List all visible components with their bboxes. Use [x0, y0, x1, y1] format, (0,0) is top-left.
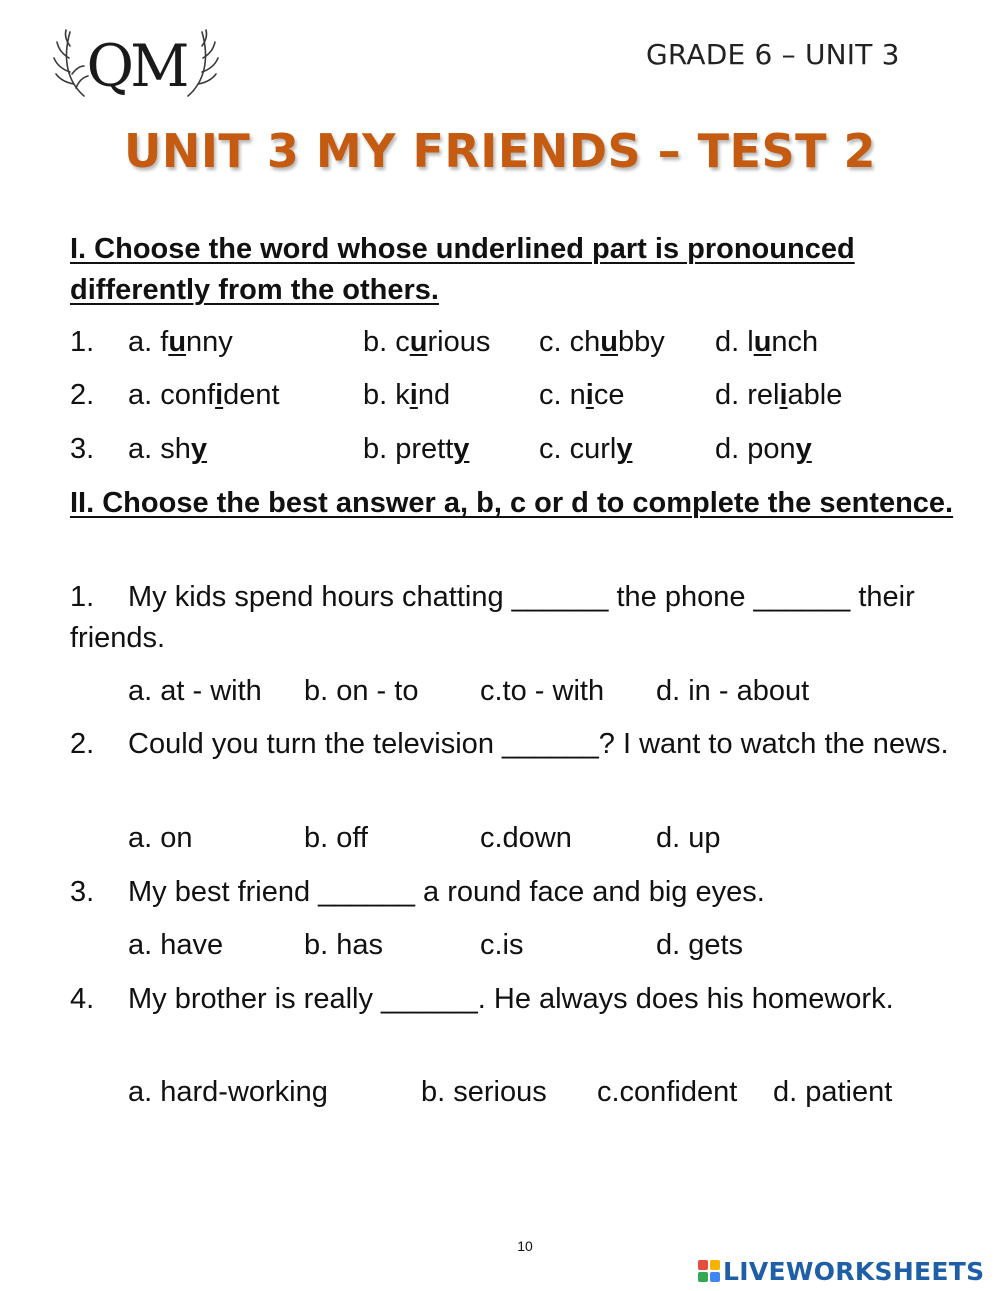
question-number: 3.	[70, 876, 95, 908]
mcq-question-3	[70, 872, 970, 913]
page-number: 10	[517, 1238, 533, 1254]
option-d: d. lunch	[715, 326, 819, 358]
option-a: a. confident	[128, 379, 280, 411]
option-b: b. kind	[363, 379, 451, 411]
option-c: c. chubby	[539, 326, 665, 358]
question-number: 3.	[70, 433, 95, 465]
brand-text: LIVEWORKSHEETS	[723, 1256, 985, 1286]
option-b: b. curious	[363, 326, 491, 358]
qm-logo	[48, 18, 223, 108]
option-c: c.is	[480, 929, 524, 961]
question-number: 2.	[70, 379, 95, 411]
option-b: b. pretty	[363, 433, 470, 465]
option-a: a. funny	[128, 326, 233, 358]
option-d: d. reliable	[715, 379, 843, 411]
option-b: b. on - to	[304, 675, 419, 707]
mcq-question-2	[70, 724, 970, 765]
logo-text: QM	[86, 32, 186, 100]
option-b: b. serious	[421, 1076, 547, 1108]
question-text: My best friend ______ a round face and big eyes.	[128, 876, 765, 908]
question-number: 1.	[70, 581, 95, 613]
liveworksheets-logo[interactable]	[698, 1256, 984, 1286]
option-b: b. has	[304, 929, 383, 961]
question-number: 1.	[70, 326, 95, 358]
question-number: 2.	[70, 728, 95, 760]
option-d: d. in - about	[656, 675, 810, 707]
option-b: b. off	[304, 822, 368, 854]
option-c: c. nice	[539, 379, 625, 411]
option-a: a. on	[128, 822, 193, 854]
option-c: c.to - with	[480, 675, 605, 707]
option-a: a. shy	[128, 433, 208, 465]
mcq-question-4	[70, 979, 970, 1020]
mcq-question-1	[70, 577, 970, 659]
option-a: a. have	[128, 929, 224, 961]
page-title: UNIT 3 MY FRIENDS – TEST 2	[123, 124, 877, 178]
option-a: a. hard-working	[128, 1076, 328, 1108]
grade-label: GRADE 6 – UNIT 3	[646, 38, 900, 71]
question-text: My brother is really ______. He always does his homework.	[128, 983, 894, 1015]
question-number: 4.	[70, 983, 95, 1015]
option-c: c.down	[480, 822, 572, 854]
option-a: a. at - with	[128, 675, 262, 707]
question-text: My kids spend hours chatting ______ the phone ______ their friends.	[70, 581, 915, 654]
question-text: Could you turn the television ______? I want to watch the news.	[128, 728, 949, 760]
option-c: c. curly	[539, 433, 633, 465]
option-d: d. patient	[773, 1076, 893, 1108]
option-d: d. up	[656, 822, 721, 854]
section-2-heading: II. Choose the best answer a, b, c or d to complete the sentence.	[70, 487, 954, 519]
option-d: d. pony	[715, 433, 812, 465]
liveworksheets-icon	[698, 1260, 720, 1282]
option-c: c.confident	[597, 1076, 738, 1108]
option-d: d. gets	[656, 929, 744, 961]
section-1-heading: I. Choose the word whose underlined part is pronounced differently from the others.	[70, 233, 855, 306]
